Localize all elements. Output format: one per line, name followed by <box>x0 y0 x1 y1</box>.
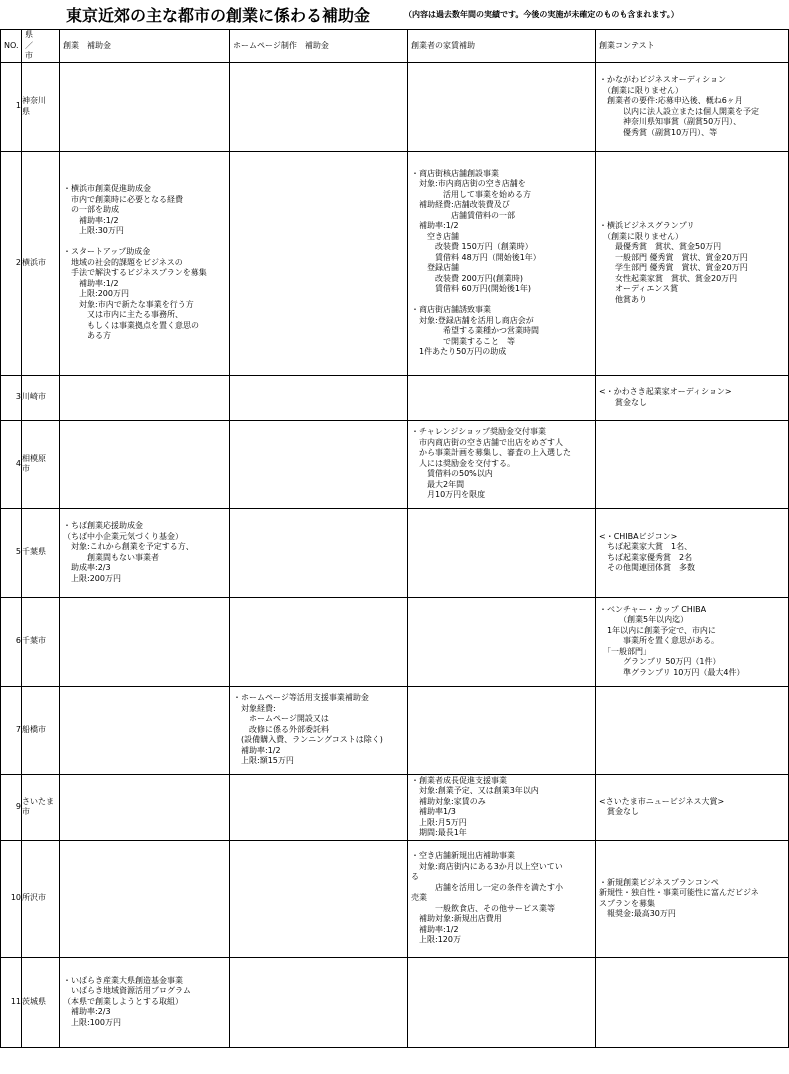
row-startup <box>60 151 230 375</box>
row-homepage <box>230 840 408 957</box>
row-city <box>22 420 60 508</box>
row-rent <box>408 957 596 1047</box>
row-contest <box>596 597 789 686</box>
row-city <box>22 151 60 375</box>
table-row <box>1 597 789 686</box>
row-startup <box>60 597 230 686</box>
row-city-text: 船橋市 <box>22 724 46 734</box>
row-rent-text: ・空き店舗新規出店補助事業 対象:商店街内にある3か月以上空いてい る 店舗を活用し一定の条件を満たす小 売業 一般飲食店、その他サービス業等 補助対象:新規出店費用 補助率:1/2 上限:120万 <box>411 851 563 945</box>
table-row <box>1 957 789 1047</box>
row-startup <box>60 774 230 840</box>
row-contest-text: <・CHIBAビジコン> ちば起業家大賞 1名、 ちば起業家優秀賞 2名 その他関連団体賞 多数 <box>599 531 695 572</box>
row-contest <box>596 686 789 774</box>
row-no: 3 <box>1 375 22 420</box>
row-contest-text: ・新規創業ビジネスプランコンペ 新規性・独自性・事業可能性に富んだビジネ スプランを募集 報奨金:最高30万円 <box>599 877 759 918</box>
table-row <box>1 420 789 508</box>
row-no: 2 <box>1 151 22 375</box>
table-row <box>1 774 789 840</box>
table-row <box>1 508 789 597</box>
table-row <box>1 686 789 774</box>
row-no: 4 <box>1 420 22 508</box>
row-startup-text: ・横浜市創業促進助成金 市内で創業時に必要となる経費 の一部を助成 補助率:1/2 上限:30万円 ・スタートアップ助成金 地域の社会的課題をビジネスの 手法で解決するビジネスプランを募集 補助率:1/2 上限:200万円 対象:市内で新たな事業を行う方 又は市内に主たる事務所、 もしくは事業拠点を置く意思の ある方 <box>63 184 207 341</box>
row-homepage <box>230 508 408 597</box>
row-contest <box>596 375 789 420</box>
row-contest <box>596 151 789 375</box>
row-city <box>22 597 60 686</box>
row-homepage <box>230 774 408 840</box>
row-homepage <box>230 686 408 774</box>
header-rent-subsidy: 創業者の家賃補助 <box>408 30 596 63</box>
row-city <box>22 774 60 840</box>
table-row <box>1 62 789 151</box>
row-homepage <box>230 375 408 420</box>
row-city-text: 神奈川 県 <box>22 96 46 116</box>
header-startup-subsidy: 創業 補助金 <box>60 30 230 63</box>
row-no: 10 <box>1 840 22 957</box>
row-startup <box>60 62 230 151</box>
row-no: 5 <box>1 508 22 597</box>
header-pref-line3: 市 <box>25 51 33 60</box>
row-startup <box>60 508 230 597</box>
row-homepage <box>230 957 408 1047</box>
row-startup <box>60 686 230 774</box>
table-row <box>1 151 789 375</box>
row-city <box>22 686 60 774</box>
row-contest <box>596 508 789 597</box>
row-startup <box>60 375 230 420</box>
row-contest-text: ・かながわビジネスオーディション （創業に限りません） 創業者の要件:応募申込後、概ね6ヶ月 以内に法人設立または個人開業を予定 神奈川県知事賞（副賞50万円）、 優秀賞（副賞10万円）、等 <box>599 75 759 137</box>
row-no: 1 <box>1 62 22 151</box>
row-city <box>22 62 60 151</box>
row-no: 9 <box>1 774 22 840</box>
table-row <box>1 840 789 957</box>
header-startup-contest: 創業コンテスト <box>596 30 789 63</box>
row-city-text: 所沢市 <box>22 893 46 903</box>
row-rent <box>408 151 596 375</box>
header-homepage-subsidy: ホームページ制作 補助金 <box>230 30 408 63</box>
row-city <box>22 957 60 1047</box>
table-row <box>1 375 789 420</box>
row-city-text: 横浜市 <box>22 257 46 267</box>
row-contest <box>596 774 789 840</box>
row-startup-text: ・ちば創業応援助成金 （ちば中小企業元気づくり基金） 対象:これから創業を予定する方、 創業間もない事業者 助成率:2/3 上限:200万円 <box>63 521 194 583</box>
header-pref-line2: ／ <box>25 40 33 50</box>
header-pref-line1: 県 <box>25 30 33 39</box>
row-rent <box>408 420 596 508</box>
row-contest-text: <・かわさき起業家オーディション> 賞金なし <box>599 387 732 407</box>
row-contest <box>596 62 789 151</box>
row-no: 6 <box>1 597 22 686</box>
row-homepage <box>230 62 408 151</box>
row-contest-text: ・ベンチャー・カップ CHIBA （創業5年以内迄） 1年以内に創業予定で、市内に 事業所を置く意思がある。 「一般部門」 グランプリ 50万円（1件） 準グランプリ 10万円（最大4件） <box>599 604 745 677</box>
row-rent-text: ・創業者成長促進支援事業 対象:創業予定、又は創業3年以内 補助対象:家賃のみ 補助率1/3 上限:月5万円 期間:最長1年 <box>411 775 539 837</box>
row-contest-text: ・横浜ビジネスグランプリ （創業に限りません） 最優秀賞 賞状、賞金50万円 一般部門 優秀賞 賞状、賞金20万円 学生部門 優秀賞 賞状、賞金20万円 女性起業家賞 賞状、賞金20万円 オーディエンス賞 他賞あり <box>599 221 748 304</box>
row-city <box>22 375 60 420</box>
row-contest-text: <さいたま市ニュービジネス大賞> 賞金なし <box>599 796 725 816</box>
row-contest <box>596 840 789 957</box>
page-title: 東京近郊の主な都市の創業に係わる補助金 <box>66 6 371 25</box>
row-no: 11 <box>1 957 22 1047</box>
header-pref-city <box>22 30 60 63</box>
row-rent <box>408 840 596 957</box>
row-city-text: 千葉市 <box>22 636 46 646</box>
row-startup-text: ・いばらき産業大県創造基金事業 いばらき地域資源活用プログラム （本県で創業しようとする取組） 補助率:2/3 上限:100万円 <box>63 975 191 1027</box>
row-city-text: 川崎市 <box>22 392 46 402</box>
row-homepage-text: ・ホームページ等活用支援事業補助金 対象経費: ホームページ開設又は 改修に係る外部委託料 (設備購入費、ランニングコストは除く) 補助率:1/2 上限:額15万円 <box>233 693 383 766</box>
row-contest <box>596 957 789 1047</box>
row-startup <box>60 957 230 1047</box>
row-city-text: 千葉県 <box>22 547 46 557</box>
page-note: （内容は過去数年間の実績です。今後の実施が未確定のものも含まれます。） <box>404 10 679 19</box>
row-no: 7 <box>1 686 22 774</box>
row-homepage <box>230 420 408 508</box>
row-homepage <box>230 597 408 686</box>
title-row <box>0 0 789 28</box>
row-city-text: さいたま 市 <box>22 796 54 816</box>
row-rent-text: ・チャレンジショップ奨励金交付事業 市内商店街の空き店舗で出店をめざす人 から事業計画を募集し、審査の上入選した 人には奨励金を交付する。 賃借料の50%以内 最大2年間 月10万円を限度 <box>411 427 571 500</box>
row-rent <box>408 62 596 151</box>
row-homepage <box>230 151 408 375</box>
subsidy-table <box>0 29 789 1048</box>
row-startup <box>60 840 230 957</box>
row-city <box>22 508 60 597</box>
table-header-row <box>1 30 789 63</box>
row-city <box>22 840 60 957</box>
row-rent <box>408 686 596 774</box>
row-rent <box>408 774 596 840</box>
row-rent <box>408 508 596 597</box>
row-rent <box>408 375 596 420</box>
row-startup <box>60 420 230 508</box>
row-city-text: 茨城県 <box>22 996 46 1006</box>
header-no: NO. <box>1 30 22 63</box>
row-city-text: 相模原 市 <box>22 453 46 473</box>
row-contest <box>596 420 789 508</box>
row-rent <box>408 597 596 686</box>
row-rent-text: ・商店街核店舗創設事業 対象:市内商店街の空き店舗を 活用して事業を始める方 補助経費:店舗改装費及び 店舗賃借料の一部 補助率:1/2 空き店舗 改装費 150万円（創業時） 賃借料 48万円（開始後1年） 登録店舗 改装費 200万円(創業時) 賃借料 60万円(開始後1年) ・商店街店舗誘致事業 対象:登録店舗を活用し商店会が 希望する業種かつ営業時間 で開業すること 等 1件あたり50万円の助成 <box>411 168 541 356</box>
